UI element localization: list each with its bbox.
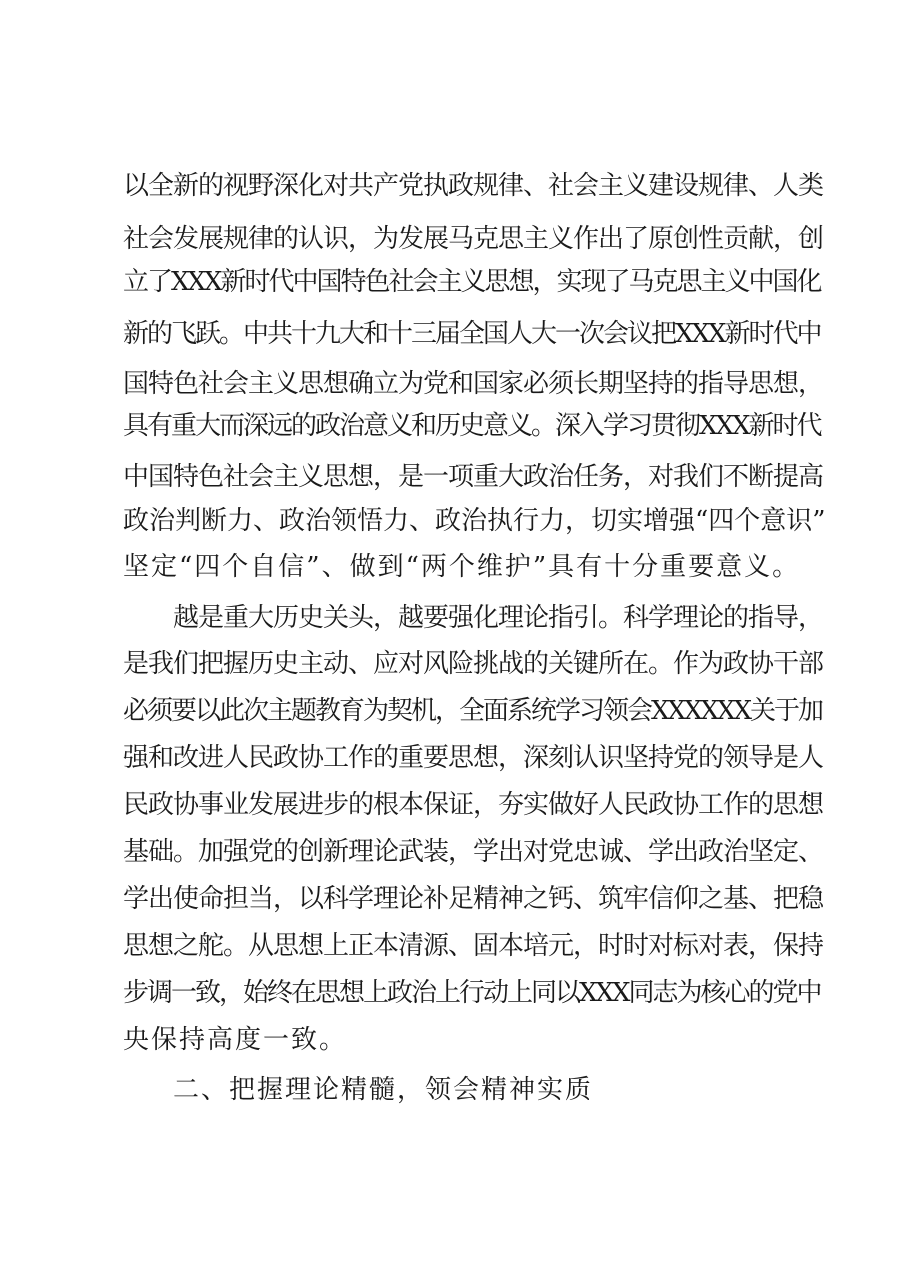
text-line xyxy=(0,501,909,541)
line-text: 步调一致，始终在思想上政治上行动上同以XXX同志为核心的党中 xyxy=(123,978,821,1008)
text-line xyxy=(0,364,909,404)
line-text: 越是重大历史关头，越要强化理论指引。科学理论的指导， xyxy=(173,603,824,633)
line-text: 社会发展规律的认识，为发展马克思主义作出了原创性贡献，创 xyxy=(123,224,824,254)
text-line xyxy=(0,879,909,919)
line-text: 以全新的视野深化对共产党执政规律、社会主义建设规律、人类 xyxy=(123,171,824,201)
line-text: 立了XXX新时代中国特色社会主义思想，实现了马克思主义中国化 xyxy=(123,267,821,297)
line-text: 是我们把握历史主动、应对风险挑战的关键所在。作为政协干部 xyxy=(123,649,824,679)
heading-text: 二、把握理论精髓，领会精神实质 xyxy=(173,1075,594,1105)
line-text: 必须要以此次主题教育为契机，全面系统学习领会XXXXXX关于加 xyxy=(123,696,823,726)
line-text: 强和改进人民政协工作的重要思想，深刻认识坚持党的领导是人 xyxy=(123,743,824,773)
section-heading xyxy=(0,1070,909,1110)
text-line xyxy=(0,738,909,778)
text-line xyxy=(0,406,909,446)
line-text: 政治判断力、政治领悟力、政治执行力，切实增强“四个意识” xyxy=(123,506,826,536)
line-text: 学出使命担当，以科学理论补足精神之钙、筑牢信仰之基、把稳 xyxy=(123,884,824,914)
line-text: 民政协事业发展进步的根本保证，夯实做好人民政协工作的思想 xyxy=(123,790,824,820)
line-text: 国特色社会主义思想确立为党和国家必须长期坚持的指导思想， xyxy=(123,369,824,399)
text-line xyxy=(0,926,909,966)
text-line xyxy=(0,644,909,684)
line-text: 中国特色社会主义思想，是一项重大政治任务，对我们不断提高 xyxy=(123,462,824,492)
text-line xyxy=(0,262,909,302)
text-line xyxy=(0,832,909,872)
line-text: 央保持高度一致。 xyxy=(123,1025,348,1055)
text-line xyxy=(0,219,909,259)
text-line xyxy=(0,598,909,638)
text-line xyxy=(0,166,909,206)
text-line xyxy=(0,691,909,731)
text-line xyxy=(0,457,909,497)
line-text: 新的飞跃。中共十九大和十三届全国人大一次会议把XXX新时代中 xyxy=(123,319,821,349)
text-line xyxy=(0,973,909,1013)
line-text: 具有重大而深远的政治意义和历史意义。深入学习贯彻XXX新时代 xyxy=(123,411,821,441)
text-line xyxy=(0,785,909,825)
line-text: 思想之舵。从思想上正本清源、固本培元，时时对标对表，保持 xyxy=(123,931,824,961)
line-text: 坚定“四个自信”、做到“两个维护”具有十分重要意义。 xyxy=(123,552,801,582)
text-line xyxy=(0,547,909,587)
text-line xyxy=(0,1020,909,1060)
line-text: 基础。加强党的创新理论武装，学出对党忠诚、学出政治坚定、 xyxy=(123,837,824,867)
text-line xyxy=(0,314,909,354)
